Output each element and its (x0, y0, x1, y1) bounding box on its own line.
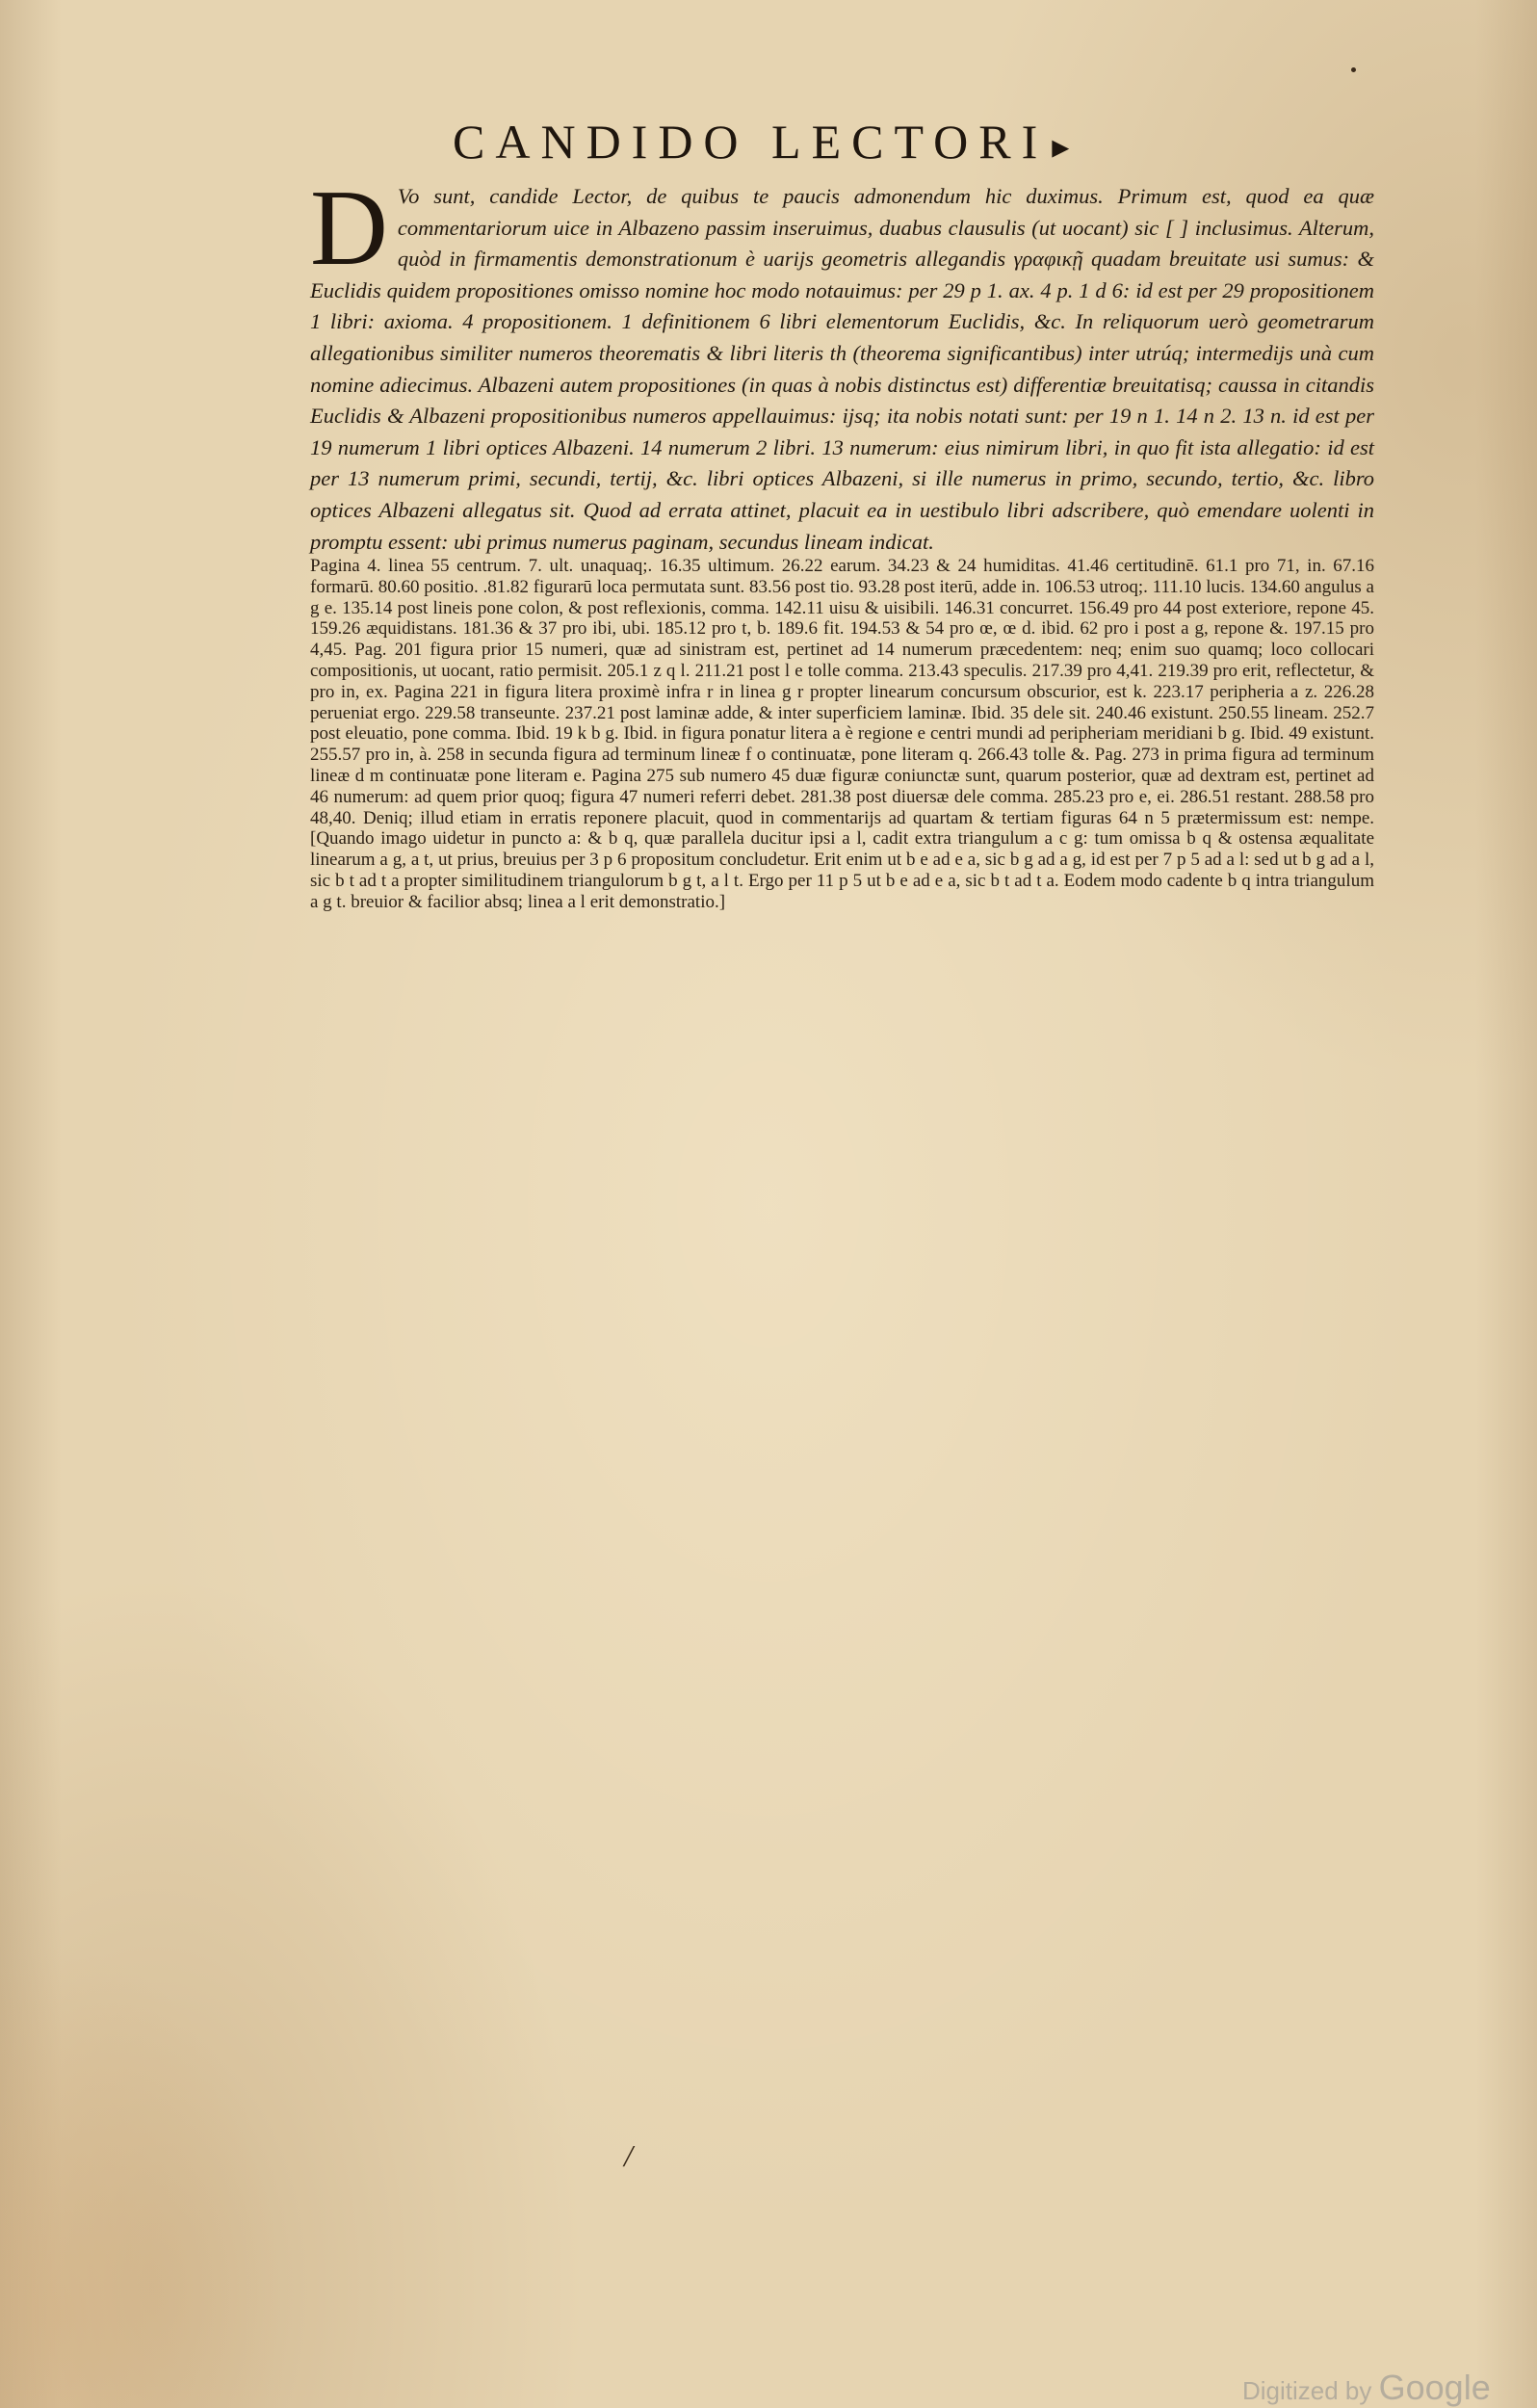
ink-dot (1351, 67, 1356, 72)
errata-text: Pagina 4. linea 55 centrum. 7. ult. unaquaq;. 16.35 ultimum. 26.22 earum. 34.23 & 24 humiditas. 41.46 certitudinē. 61.1 pro 71, in. 67.16 formarū. 80.60 positio. .81.82 figurarū loca permutata sunt. 83.56 post tio. 93.28 post iterū, adde in. 106.53 utroq;. 111.10 lucis. 134.60 angulus a g e. 135.14 post lineis pone colon, & post reflexionis, comma. 142.11 uisu & uisibili. 146.31 concurret. 156.49 pro 44 post exteriore, repone 45. 159.26 æquidistans. 181.36 & 37 pro ibi, ubi. 185.12 pro t, b. 189.6 fit. 194.53 & 54 pro œ, œ d. ibid. 62 pro i post a g, repone &. 197.15 pro 4,45. Pag. 201 figura prior 15 numeri, quæ ad sinistram est, pertinet ad 14 numerum præcedentem: neq; enim suo quamq; loco collocari compositionis, ut uocant, ratio permisit. 205.1 z q l. 211.21 post l e tolle comma. 213.43 speculis. 217.39 pro 4,41. 219.39 pro erit, reflectetur, & pro in, ex. Pagina 221 in figura litera proximè infra r in linea g r propter linearum concursum obscurior, est k. 223.17 peripheria a z. 226.28 perueniat ergo. 229.58 transeunte. 237.21 post laminæ adde, & inter superficiem laminæ. Ibid. 35 dele sit. 240.46 existunt. 250.55 lineam. 252.7 post eleuatio, pone comma. Ibid. 19 k b g. Ibid. in figura ponatur litera a è regione e centri mundi ad peripheriam meridiani b g. Ibid. 49 existunt. 255.57 pro in, à. 258 in secunda figura ad terminum lineæ f o continuatæ, pone literam q. 266.43 tolle &. Pag. 273 in prima figura ad terminum lineæ d m continuatæ pone literam e. Pagina 275 sub numero 45 duæ figuræ coniunctæ sunt, quarum posterior, quæ ad dextram est, pertinet ad 46 numerum: ad quem prior quoq; figura 47 numeri referri debet. 281.38 post diuersæ dele comma. 285.23 pro e, ei. 286.51 restant. 288.58 pro 48,40. Deniq; illud etiam in erratis reponere placuit, quod in commentarijs ad quartam & tertiam figuras 64 n 5 prætermissum est: nempe. [Quando imago uidetur in puncto a: & b q, quæ parallela ducitur ipsi a l, cadit extra triangulum a c g: tum omissa b q & ostensa æqualitate linearum a g, a t, ut prius, breuius per 3 p 6 propositum concludetur. Erit enim ut b e ad e a, sic b g ad a g, id est per 7 p 5 ad a l: sed ut b g ad a l, sic b t ad t a propter similitudinem triangulorum b g t, a l t. Ergo per 11 p 5 ut b e ad e a, sic b t ad t a. Eodem modo cadente b q intra triangulum a g t. breuior & facilior absq; linea a l erit demonstratio.] (310, 556, 1374, 912)
drop-cap-initial: D (310, 169, 388, 288)
heading-title: CANDIDO LECTORI (453, 115, 1049, 169)
page-heading (453, 114, 1262, 170)
preface-text: Vo sunt, candide Lector, de quibus te paucis admonendum hic duximus. Primum est, quod ea quæ commentariorum uice in Albazeno passim inseruimus, duabus clausulis (ut uocant) sic [ ] inclusimus. Alterum, quòd in firmamentis demonstrationum è uarijs geometris allegandis γραφικῇ quadam breuitate usi sumus: & Euclidis quidem propositiones omisso nomine hoc modo notauimus: per 29 p 1. ax. 4 p. 1 d 6: id est per 29 propositionem 1 libri: axioma. 4 propositionem. 1 definitionem 6 libri elementorum Euclidis, &c. In reliquorum uerò geometrarum allegationibus similiter numeros theorematis & libri literis th (theorema significantibus) inter utrúq; intermedijs unà cum nomine adiecimus. Albazeni autem propositiones (in quas à nobis distinctus est) differentiæ breuitatisq; caussa in citandis Euclidis & Albazeni propositionibus numeros appellauimus: ijsq; ita nobis notati sunt: per 19 n 1. 14 n 2. 13 n. id est per 19 numerum 1 libri optices Albazeni. 14 numerum 2 libri. 13 numerum: eius nimirum libri, in quo fit ista allegatio: id est per 13 numerum primi, secundi, tertij, &c. libri optices Albazeni, si ille numerus in primo, secundo, tertio, &c. libro optices Albazeni allegatus sit. Quod ad errata attinet, placuit ea in uestibulo libri adscribere, quò emendare uolenti in promptu essent: ubi primus numerus paginam, secundus lineam indicat. (310, 184, 1374, 554)
digitization-watermark (1242, 2368, 1491, 2408)
preface-paragraph (310, 169, 1374, 558)
watermark-brand: Google (1378, 2368, 1491, 2407)
errata-paragraph (310, 556, 1374, 913)
paper-stain (0, 1946, 289, 2408)
heading-arrow-icon: ▸ (1052, 127, 1070, 166)
watermark-prefix: Digitized by (1242, 2376, 1379, 2405)
stray-pen-mark: / (624, 2138, 633, 2173)
